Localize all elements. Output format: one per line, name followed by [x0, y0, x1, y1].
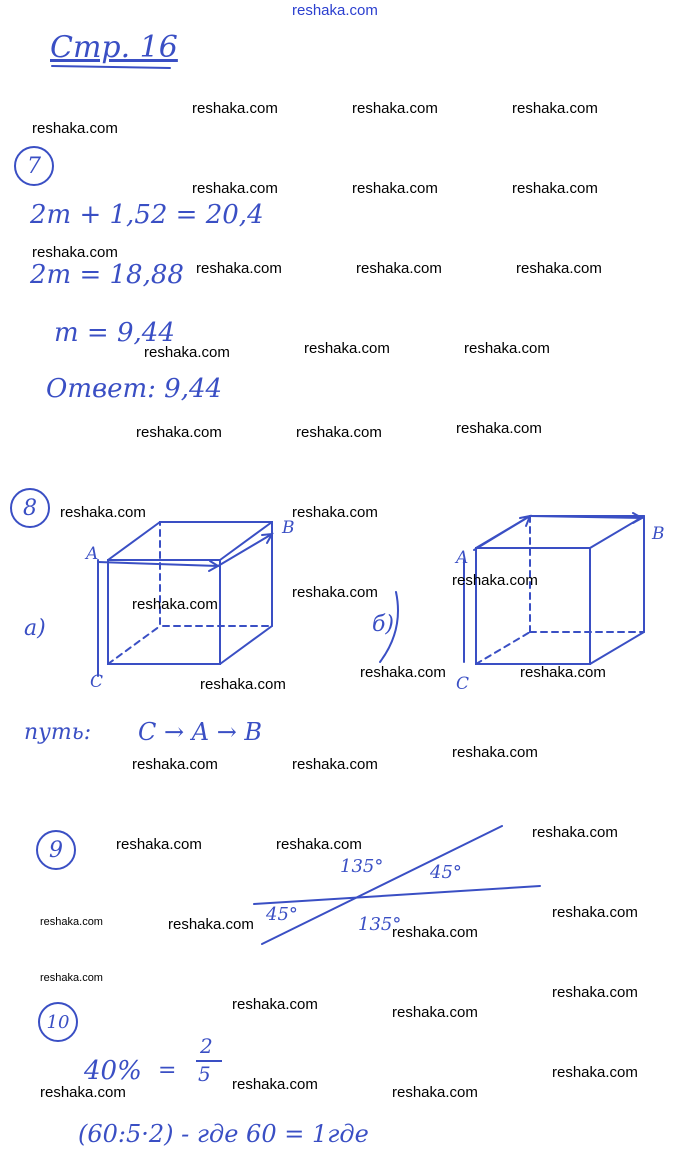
watermark: reshaka.com — [304, 340, 390, 357]
watermark: reshaka.com — [296, 424, 382, 441]
watermark: reshaka.com — [40, 1084, 126, 1101]
site-header-link[interactable]: reshaka.com — [292, 2, 378, 19]
task7-line-3: m = 9,44 — [54, 318, 175, 348]
cube-b-label-b: B — [652, 524, 665, 544]
watermark: reshaka.com — [232, 996, 318, 1013]
task10-line: (60:5·2) - где 60 = 1где — [78, 1120, 369, 1148]
watermark: reshaka.com — [40, 916, 103, 928]
angle-45-right: 45° — [430, 862, 462, 883]
watermark: reshaka.com — [360, 664, 446, 681]
watermark: reshaka.com — [352, 180, 438, 197]
task10-equals: = — [158, 1058, 177, 1083]
watermark: reshaka.com — [232, 1076, 318, 1093]
watermark: reshaka.com — [292, 756, 378, 773]
cube-a-label-b: B — [282, 518, 295, 538]
watermark: reshaka.com — [132, 756, 218, 773]
watermark: reshaka.com — [40, 972, 103, 984]
task-number-8: 8 — [10, 488, 50, 528]
watermark: reshaka.com — [168, 916, 254, 933]
part-a-label: а) — [24, 616, 46, 641]
watermark: reshaka.com — [392, 924, 478, 941]
watermark: reshaka.com — [276, 836, 362, 853]
watermark: reshaka.com — [512, 180, 598, 197]
part-b-label: б) — [372, 612, 395, 637]
watermark: reshaka.com — [292, 504, 378, 521]
watermark: reshaka.com — [392, 1084, 478, 1101]
watermark: reshaka.com — [32, 120, 118, 137]
task-number-7: 7 — [14, 146, 54, 186]
watermark: reshaka.com — [292, 584, 378, 601]
watermark: reshaka.com — [532, 824, 618, 841]
task10-fraction-numerator: 2 — [200, 1034, 213, 1058]
cube-b-label-a: A — [456, 548, 469, 568]
watermark: reshaka.com — [192, 180, 278, 197]
watermark: reshaka.com — [516, 260, 602, 277]
cube-a-label-c: C — [90, 672, 104, 692]
angle-135-bottom: 135° — [358, 914, 402, 935]
task7-answer: Ответ: 9,44 — [46, 374, 223, 404]
angle-135-top: 135° — [340, 856, 384, 877]
watermark: reshaka.com — [552, 984, 638, 1001]
path-label: путь: — [24, 720, 92, 745]
watermark: reshaka.com — [196, 260, 282, 277]
watermark: reshaka.com — [116, 836, 202, 853]
angle-45-left: 45° — [266, 904, 298, 925]
watermark: reshaka.com — [200, 676, 286, 693]
task-number-10: 10 — [38, 1002, 78, 1042]
watermark: reshaka.com — [136, 424, 222, 441]
path-value: C → A → B — [138, 718, 263, 746]
watermark: reshaka.com — [452, 744, 538, 761]
cube-b-label-c: C — [456, 674, 470, 694]
cube-a-label-a: A — [86, 544, 99, 564]
watermark: reshaka.com — [512, 100, 598, 117]
task-number-9: 9 — [36, 830, 76, 870]
watermark: reshaka.com — [60, 504, 146, 521]
watermark: reshaka.com — [552, 1064, 638, 1081]
page-label: Стр. 16 — [50, 30, 178, 65]
task7-line-1: 2m + 1,52 = 20,4 — [30, 200, 264, 230]
page-label-underline — [52, 66, 170, 68]
watermark: reshaka.com — [552, 904, 638, 921]
task10-percent: 40% — [84, 1056, 142, 1086]
watermark: reshaka.com — [392, 1004, 478, 1021]
watermark: reshaka.com — [464, 340, 550, 357]
watermark: reshaka.com — [144, 344, 230, 361]
watermark: reshaka.com — [192, 100, 278, 117]
task7-line-2: 2m = 18,88 — [30, 260, 184, 290]
watermark: reshaka.com — [132, 596, 218, 613]
watermark: reshaka.com — [32, 244, 118, 261]
watermark: reshaka.com — [520, 664, 606, 681]
watermark: reshaka.com — [452, 572, 538, 589]
watermark: reshaka.com — [456, 420, 542, 437]
watermark: reshaka.com — [356, 260, 442, 277]
watermark: reshaka.com — [352, 100, 438, 117]
task10-fraction-denominator: 5 — [198, 1062, 211, 1086]
